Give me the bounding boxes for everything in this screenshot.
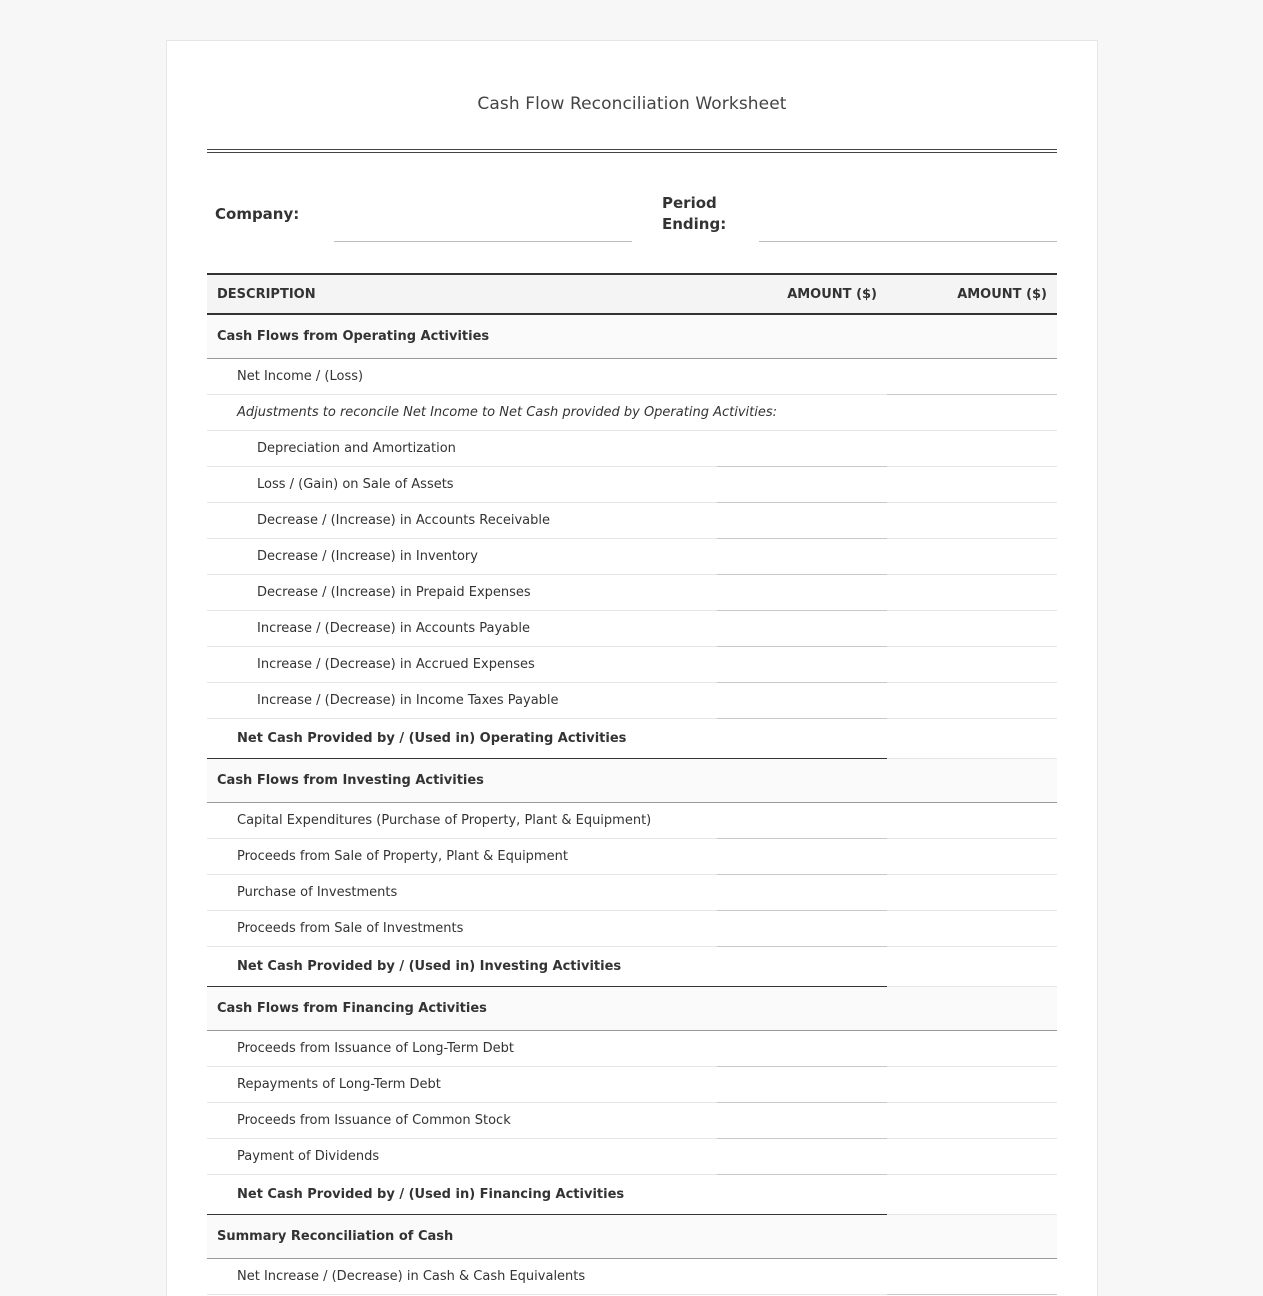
- amount-input[interactable]: [717, 682, 887, 718]
- company-label: Company:: [215, 205, 300, 223]
- total-description: Net Cash Provided by / (Used in) Financing Activities: [207, 1174, 717, 1214]
- amount-cell: [887, 538, 1057, 574]
- table-row: [207, 802, 1057, 838]
- total-underline: [717, 718, 887, 758]
- amount-cell: [887, 874, 1057, 910]
- amount-input[interactable]: [717, 574, 887, 610]
- row-description: Repayments of Long-Term Debt: [207, 1066, 717, 1102]
- section-summary: [207, 1214, 1057, 1258]
- total-description: Net Cash Provided by / (Used in) Operating Activities: [207, 718, 717, 758]
- header-amount-1: AMOUNT ($): [717, 274, 887, 314]
- table-row: [207, 874, 1057, 910]
- total-amount-input[interactable]: [887, 718, 1057, 758]
- total-amount-input[interactable]: [887, 946, 1057, 986]
- table-row: [207, 466, 1057, 502]
- amount-cell: [887, 574, 1057, 610]
- total-underline: [717, 1174, 887, 1214]
- section-financing: [207, 986, 1057, 1030]
- section-title: Cash Flows from Investing Activities: [207, 758, 1057, 802]
- row-description: Capital Expenditures (Purchase of Property, Plant & Equipment): [207, 802, 717, 838]
- section-operating: [207, 314, 1057, 358]
- row-description: Increase / (Decrease) in Accrued Expenses: [207, 646, 717, 682]
- amount-input[interactable]: [717, 802, 887, 838]
- row-description: Net Income / (Loss): [207, 358, 717, 394]
- amount-input[interactable]: [887, 358, 1057, 394]
- amount-input[interactable]: [717, 1066, 887, 1102]
- table-row: [207, 502, 1057, 538]
- header-description: DESCRIPTION: [207, 274, 717, 314]
- adjustments-note: Adjustments to reconcile Net Income to Net Cash provided by Operating Activities:: [207, 394, 887, 430]
- amount-cell: [717, 358, 887, 394]
- amount-input[interactable]: [717, 1102, 887, 1138]
- page-title: Cash Flow Reconciliation Worksheet: [477, 94, 787, 114]
- table-row: [207, 646, 1057, 682]
- amount-input[interactable]: [717, 874, 887, 910]
- amount-cell: [887, 610, 1057, 646]
- row-description: Loss / (Gain) on Sale of Assets: [207, 466, 717, 502]
- section-title: Cash Flows from Financing Activities: [207, 986, 1057, 1030]
- table-row: [207, 1102, 1057, 1138]
- amount-input[interactable]: [717, 1030, 887, 1066]
- table-row: [207, 1066, 1057, 1102]
- section-investing: [207, 758, 1057, 802]
- amount-input[interactable]: [717, 838, 887, 874]
- period-label-line-1: Period: [662, 194, 717, 212]
- amount-input[interactable]: [717, 910, 887, 946]
- table-row: [207, 910, 1057, 946]
- table-row: [207, 610, 1057, 646]
- amount-cell: [887, 802, 1057, 838]
- table-header-row: [207, 274, 1057, 314]
- table-row: [207, 394, 1057, 430]
- amount-input[interactable]: [717, 502, 887, 538]
- amount-cell: [717, 1258, 887, 1294]
- total-description: Net Cash Provided by / (Used in) Investing Activities: [207, 946, 717, 986]
- total-underline: [717, 946, 887, 986]
- amount-input[interactable]: [717, 610, 887, 646]
- amount-cell: [887, 910, 1057, 946]
- table-row: [207, 430, 1057, 466]
- amount-cell: [887, 1138, 1057, 1174]
- row-description: Decrease / (Increase) in Accounts Receivable: [207, 502, 717, 538]
- row-description: Increase / (Decrease) in Accounts Payable: [207, 610, 717, 646]
- total-row-investing: [207, 946, 1057, 986]
- section-title: Summary Reconciliation of Cash: [207, 1214, 1057, 1258]
- amount-cell: [887, 502, 1057, 538]
- row-description: Decrease / (Increase) in Prepaid Expenses: [207, 574, 717, 610]
- company-field[interactable]: [334, 241, 632, 242]
- row-description: Purchase of Investments: [207, 874, 717, 910]
- table-row: [207, 538, 1057, 574]
- row-description: Decrease / (Increase) in Inventory: [207, 538, 717, 574]
- table-row: [207, 1138, 1057, 1174]
- worksheet-page: [166, 40, 1098, 1296]
- table-row: [207, 838, 1057, 874]
- amount-cell: [887, 1030, 1057, 1066]
- row-description: Net Increase / (Decrease) in Cash & Cash Equivalents: [207, 1258, 717, 1294]
- amount-input[interactable]: [887, 1258, 1057, 1294]
- period-ending-field[interactable]: [759, 241, 1057, 242]
- table-row: [207, 1258, 1057, 1294]
- period-label: [662, 193, 726, 235]
- row-description: Proceeds from Issuance of Long-Term Debt: [207, 1030, 717, 1066]
- row-description: Depreciation and Amortization: [207, 430, 717, 466]
- amount-cell: [887, 430, 1057, 466]
- amount-input[interactable]: [717, 646, 887, 682]
- amount-cell: [887, 838, 1057, 874]
- cash-flow-table: [207, 273, 1057, 1295]
- period-label-line-2: Ending:: [662, 215, 727, 233]
- amount-cell: [887, 394, 1057, 430]
- total-row-operating: [207, 718, 1057, 758]
- table-row: [207, 574, 1057, 610]
- section-title: Cash Flows from Operating Activities: [207, 314, 1057, 358]
- row-description: Proceeds from Issuance of Common Stock: [207, 1102, 717, 1138]
- amount-cell: [887, 466, 1057, 502]
- amount-cell: [887, 1066, 1057, 1102]
- row-description: Proceeds from Sale of Investments: [207, 910, 717, 946]
- amount-input[interactable]: [717, 466, 887, 502]
- amount-input[interactable]: [717, 430, 887, 466]
- amount-input[interactable]: [717, 538, 887, 574]
- row-description: Proceeds from Sale of Property, Plant & Equipment: [207, 838, 717, 874]
- table-row: [207, 1030, 1057, 1066]
- amount-cell: [887, 682, 1057, 718]
- total-amount-input[interactable]: [887, 1174, 1057, 1214]
- row-description: Increase / (Decrease) in Income Taxes Payable: [207, 682, 717, 718]
- table-row: [207, 358, 1057, 394]
- amount-cell: [887, 1102, 1057, 1138]
- row-description: Payment of Dividends: [207, 1138, 717, 1174]
- total-row-financing: [207, 1174, 1057, 1214]
- amount-input[interactable]: [717, 1138, 887, 1174]
- table-row: [207, 682, 1057, 718]
- header-fields: [207, 153, 1057, 273]
- header-amount-2: AMOUNT ($): [887, 274, 1057, 314]
- amount-cell: [887, 646, 1057, 682]
